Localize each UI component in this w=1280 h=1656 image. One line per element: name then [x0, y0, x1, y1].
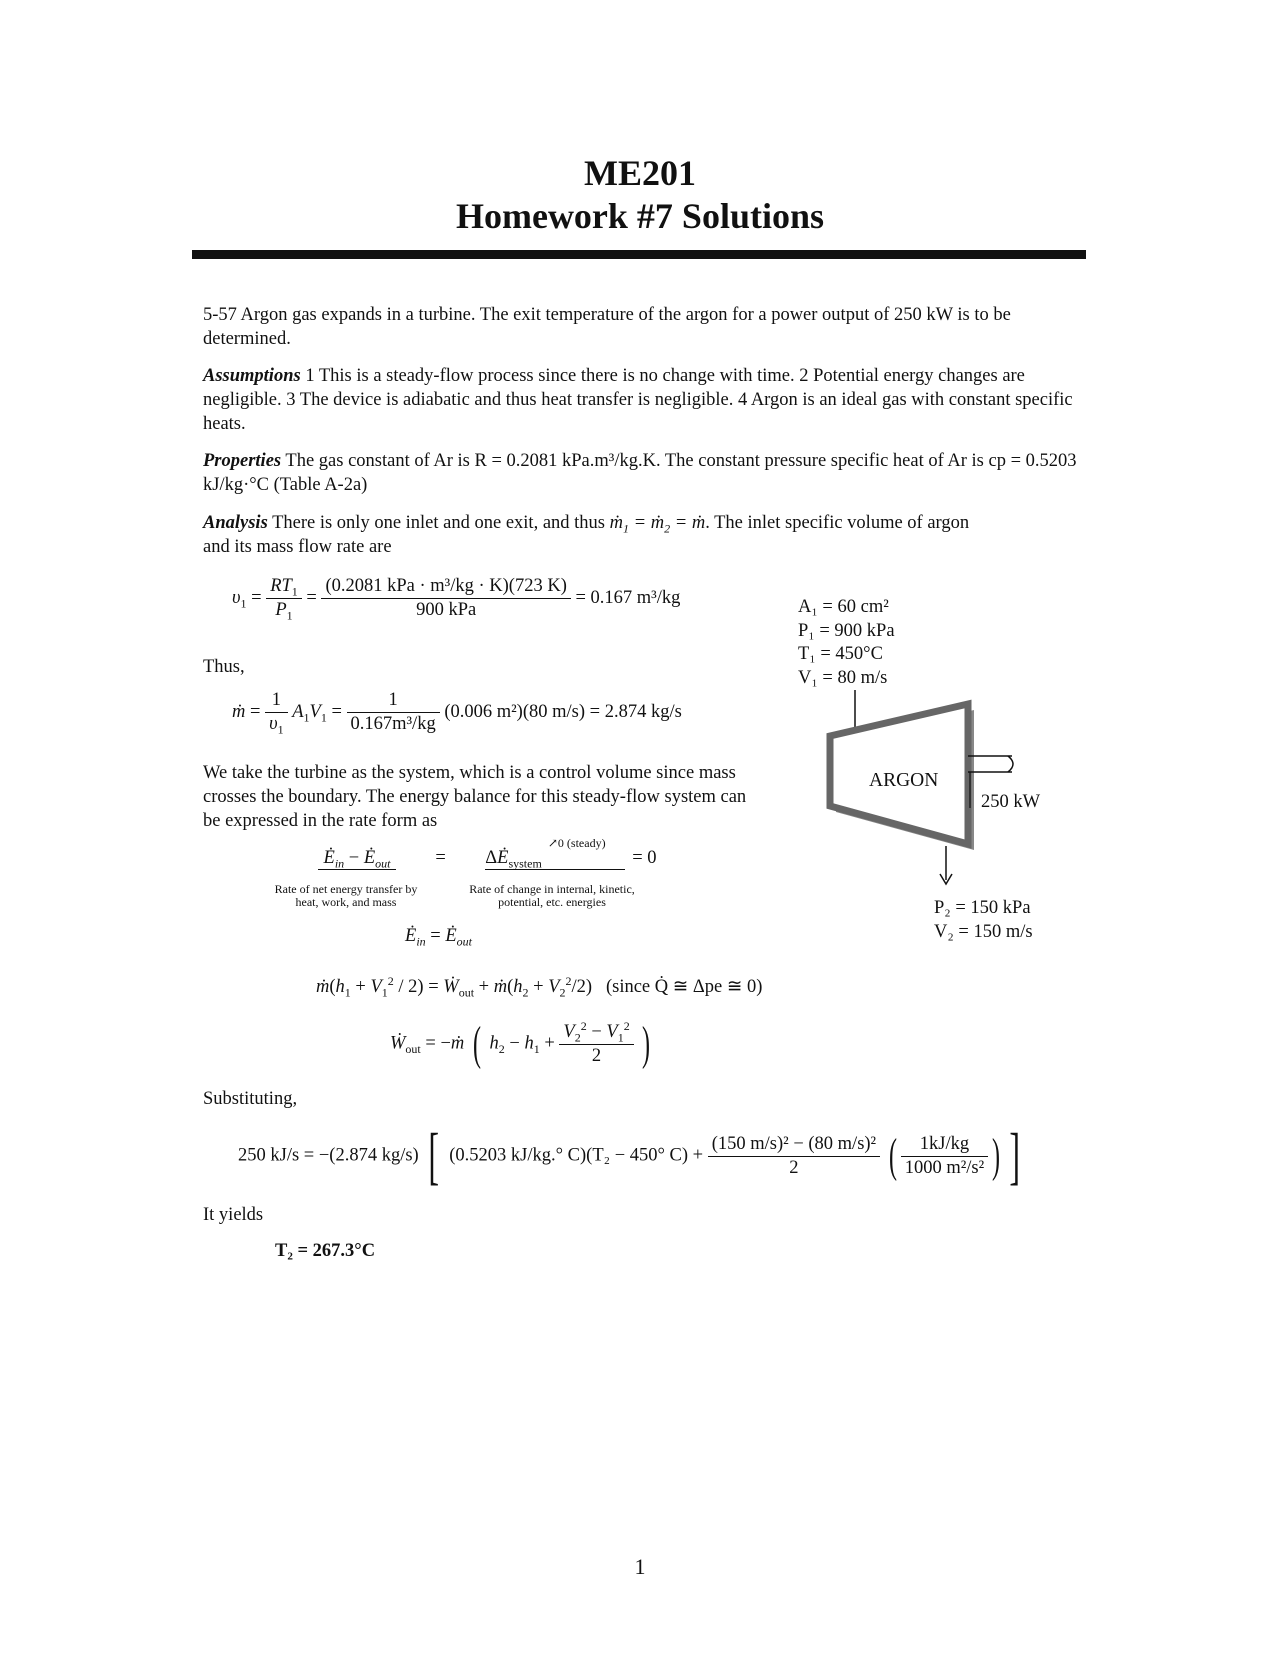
since-note: (since Q̇ ≅ Δpe ≅ 0)	[605, 977, 763, 997]
assumptions-label: Assumptions	[203, 366, 301, 386]
outlet-pressure: P₂ = 150 kPa	[934, 898, 1031, 918]
outlet-conditions	[934, 897, 1033, 944]
balance-label-left: Rate of net energy transfer by heat, work, and mass	[274, 882, 418, 909]
turbine-label: ARGON	[869, 770, 939, 791]
page-number: 1	[634, 1554, 646, 1579]
mass-flow-equation: ṁ = $\frac{1}{\upsilon_1}$ $A_1V_1$ = $\frac{1}{\text{0.167m³/kg}}$ (0.006 m²)(80 m/s) = 2.874 kg/s	[232, 690, 682, 737]
v1-denominator: 900 kPa	[416, 600, 477, 620]
subst-frac-den: 2	[789, 1157, 799, 1178]
properties-label: Properties	[203, 451, 282, 471]
v1-numerator: (0.2081 kPa · m³/kg · K)(723 K)	[321, 576, 570, 599]
analysis-paragraph: Analysis There is only one inlet and one exit, and thus ṁ$_1$ = ṁ$_2$ = ṁ. The inlet specific volume of argon and its mass flow rate are	[203, 513, 970, 557]
inlet-velocity: V₁ = 80 m/s	[798, 667, 888, 688]
energy-expanded-equation: $ṁ(h_1 + V_1^2 / 2)$ = Ẇ$_{out}$ + $ṁ(h_2 + V_2^2/2)$ (since Q̇ ≅ Δpe ≅ 0)	[316, 973, 763, 1000]
properties-paragraph	[203, 449, 1083, 497]
analysis-text-c: and its mass flow rate are	[203, 537, 392, 557]
subst-mid: (0.5203 kJ/kg.° C)(T₂ − 450° C) +	[449, 1145, 704, 1166]
shaft-icon	[1008, 756, 1013, 772]
mdot-result: (0.006 m²)(80 m/s) = 2.874 kg/s	[444, 701, 682, 722]
system-paragraph: We take the turbine as the system, which is a control volume since mass crosses the boundary. The energy balance for this steady-flow system can be expressed in the rate form as	[203, 763, 747, 831]
specific-volume-equation: $\upsilon_1$ = $\frac{RT_1}{P_1}$ = $\frac{\text{(0.2081 kPa · m³/kg · K)(723 K)}}{\text{900 kPa}}$ = 0.167 m³/kg	[232, 576, 681, 623]
power-output: 250 kW	[981, 792, 1041, 812]
energy-balance-equation: $Ė_{in}$ − $Ė_{out}$ = $\Delta Ė_{system}$ $^{↗0 (steady)}$ = 0	[318, 848, 717, 870]
analysis-text-b: . The inlet specific volume of argon	[705, 513, 970, 533]
ein-eout-equation: $Ė_{in}$ = $Ė_{out}$	[405, 926, 472, 949]
assumptions-paragraph	[203, 364, 1083, 436]
work-equation: Ẇ$_{out}$ = −ṁ ( $h_2 - h_1$ + $\frac{V_2^2 - V_1^2}{2}$ )	[390, 1017, 651, 1070]
inlet-conditions	[798, 596, 895, 690]
analysis-label: Analysis	[203, 513, 268, 533]
unit-num: 1kJ/kg	[901, 1134, 988, 1157]
analysis-text-a: There is only one inlet and one exit, and thus	[272, 513, 605, 533]
mdot-denominator: 0.167m³/kg	[350, 714, 436, 734]
inlet-temperature: T₁ = 450°C	[798, 644, 883, 664]
v1-result: = 0.167 m³/kg	[575, 587, 681, 608]
assumptions-text: 1 This is a steady-flow process since there is no change with time. 2 Potential energy changes are negligible. 3 The device is adiabatic and thus heat transfer is negligible. 4 Argon is an ideal gas with constant specific heats.	[203, 366, 1073, 434]
properties-text: The gas constant of Ar is R = 0.2081 kPa.m³/kg.K. The constant pressure specific heat of Ar is cp = 0.5203 kJ/kg·°C (Table A-2a)	[203, 451, 1077, 495]
document-title: Homework #7 Solutions	[455, 196, 825, 236]
substituting-label: Substituting,	[203, 1089, 298, 1109]
subst-frac-num: (150 m/s)² − (80 m/s)²	[708, 1134, 880, 1157]
inlet-area: A₁ = 60 cm²	[798, 597, 889, 617]
final-result: T₂ = 267.3°C	[275, 1241, 376, 1261]
unit-den: 1000 m²/s²	[904, 1157, 985, 1178]
header-rule	[192, 250, 1086, 259]
course-title: ME201	[584, 153, 696, 193]
inlet-pressure: P₁ = 900 kPa	[798, 620, 895, 641]
it-yields-label: It yields	[203, 1205, 264, 1225]
subst-left: 250 kJ/s = −(2.874 kg/s)	[238, 1145, 419, 1166]
problem-intro: 5-57 Argon gas expands in a turbine. The exit temperature of the argon for a power output of 250 kW is to be determined.	[203, 305, 1011, 349]
outlet-velocity: V₂ = 150 m/s	[934, 921, 1033, 942]
steady-note: ↗0 (steady)	[547, 836, 606, 850]
thus-label: Thus,	[203, 657, 245, 677]
substitution-equation: 250 kJ/s = −(2.874 kg/s) [ (0.5203 kJ/kg.° C)(T₂ − 450° C) + $\frac{\text{(150 m/s)² − (80 m/s)²}}{2}$ ( $\frac{1kJ/kg}{\text{1000 m²/s²}}$ ) ]	[238, 1120, 1021, 1191]
balance-label-right: Rate of change in internal, kinetic, potential, etc. energies	[469, 882, 635, 909]
